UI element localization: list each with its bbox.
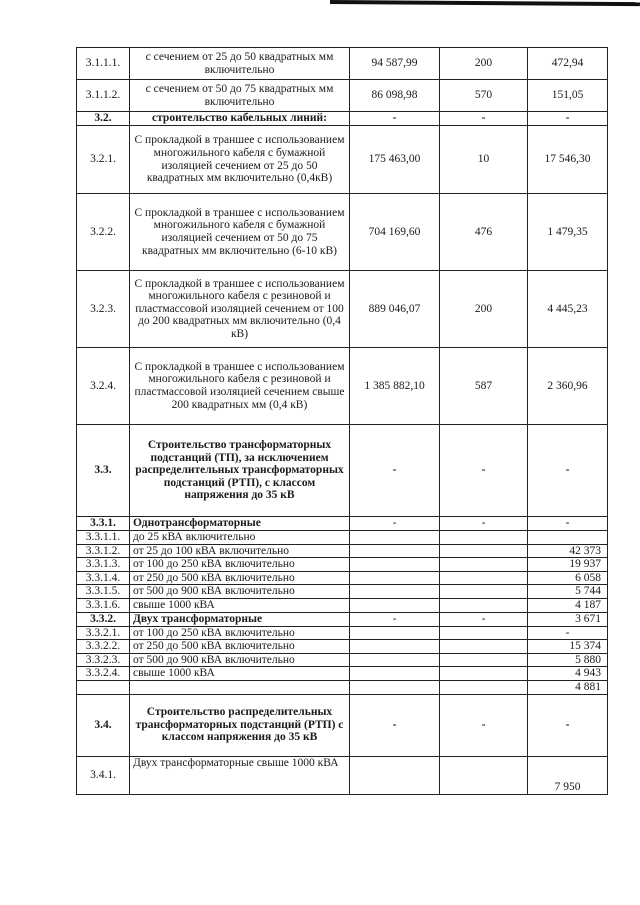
row-cost: - (350, 612, 440, 626)
row-capacity: - (440, 612, 528, 626)
row-rate: - (528, 517, 608, 531)
row-rate: 3 671 (528, 612, 608, 626)
row-number: 3.3.1.3. (77, 558, 130, 572)
row-rate: 6 058 (528, 571, 608, 585)
table-row (77, 517, 608, 531)
row-cost (350, 585, 440, 599)
table-row (77, 271, 608, 348)
table-row (77, 558, 608, 572)
row-number: 3.3. (77, 425, 130, 517)
row-capacity (440, 626, 528, 640)
table-row (77, 612, 608, 626)
row-rate: 15 374 (528, 640, 608, 654)
row-cost (350, 667, 440, 681)
row-capacity: - (440, 112, 528, 126)
row-capacity: 10 (440, 126, 528, 194)
row-capacity (440, 640, 528, 654)
row-description: С прокладкой в траншее с использованием многожильного кабеля с резиновой и пластмассовой изоляцией сечением от 100 до 200 квадратных мм включительно (0,4 кВ) (130, 271, 350, 348)
row-description: от 250 до 500 кВА включительно (130, 571, 350, 585)
row-cost: 704 169,60 (350, 194, 440, 271)
row-number: 3.2.4. (77, 348, 130, 425)
table-row (77, 80, 608, 112)
row-cost: 94 587,99 (350, 48, 440, 80)
row-cost (350, 544, 440, 558)
scan-edge-line (330, 0, 640, 6)
row-cost (350, 531, 440, 545)
table-row (77, 531, 608, 545)
row-capacity (440, 598, 528, 612)
row-capacity: 587 (440, 348, 528, 425)
row-description: от 100 до 250 кВА включительно (130, 558, 350, 572)
row-rate: 5 880 (528, 653, 608, 667)
row-capacity: - (440, 425, 528, 517)
row-number: 3.3.1.6. (77, 598, 130, 612)
row-description: Строительство трансформаторных подстанций (ТП), за исключением распределительных трансформаторных подстанций (РТП), с классом напряжения до 35 кВ (130, 425, 350, 517)
row-capacity: 570 (440, 80, 528, 112)
row-description: с сечением от 25 до 50 квадратных мм включительно (130, 48, 350, 80)
row-rate: 4 187 (528, 598, 608, 612)
row-description: С прокладкой в траншее с использованием многожильного кабеля с бумажной изоляцией сечением от 25 до 50 квадратных мм включительно (0,4кВ) (130, 126, 350, 194)
row-description (130, 680, 350, 694)
row-number: 3.2.3. (77, 271, 130, 348)
row-rate: - (528, 425, 608, 517)
row-capacity (440, 756, 528, 794)
row-number: 3.1.1.2. (77, 80, 130, 112)
row-description: от 25 до 100 кВА включительно (130, 544, 350, 558)
row-cost: 1 385 882,10 (350, 348, 440, 425)
row-capacity: - (440, 694, 528, 756)
row-rate (528, 531, 608, 545)
row-description: до 25 кВА включительно (130, 531, 350, 545)
row-number: 3.3.2.1. (77, 626, 130, 640)
row-description: С прокладкой в траншее с использованием многожильного кабеля с резиновой и пластмассовой изоляцией сечением свыше 200 квадратных мм (0,4 кВ) (130, 348, 350, 425)
row-rate: 2 360,96 (528, 348, 608, 425)
row-cost (350, 598, 440, 612)
row-cost (350, 680, 440, 694)
row-capacity: 200 (440, 48, 528, 80)
table-row (77, 194, 608, 271)
table-row (77, 680, 608, 694)
table-row (77, 544, 608, 558)
table-row (77, 348, 608, 425)
row-capacity: - (440, 517, 528, 531)
row-description: строительство кабельных линий: (130, 112, 350, 126)
row-description: с сечением от 50 до 75 квадратных мм включительно (130, 80, 350, 112)
row-cost: 889 046,07 (350, 271, 440, 348)
row-capacity (440, 544, 528, 558)
table-row (77, 126, 608, 194)
row-number (77, 680, 130, 694)
row-rate: 472,94 (528, 48, 608, 80)
row-description: от 250 до 500 кВА включительно (130, 640, 350, 654)
row-number: 3.2.2. (77, 194, 130, 271)
row-capacity (440, 531, 528, 545)
row-description: Однотрансформаторные (130, 517, 350, 531)
row-cost: - (350, 694, 440, 756)
row-rate: 5 744 (528, 585, 608, 599)
row-capacity (440, 667, 528, 681)
table-row (77, 425, 608, 517)
row-capacity (440, 585, 528, 599)
row-description: от 100 до 250 кВА включительно (130, 626, 350, 640)
row-description: свыше 1000 кВА (130, 667, 350, 681)
row-cost (350, 558, 440, 572)
row-number: 3.3.2.3. (77, 653, 130, 667)
row-description: от 500 до 900 кВА включительно (130, 585, 350, 599)
row-rate: - (528, 694, 608, 756)
row-number: 3.3.2.2. (77, 640, 130, 654)
row-number: 3.4.1. (77, 756, 130, 794)
row-number: 3.3.2. (77, 612, 130, 626)
row-rate: 17 546,30 (528, 126, 608, 194)
row-number: 3.3.1.5. (77, 585, 130, 599)
row-cost: - (350, 517, 440, 531)
table-row (77, 626, 608, 640)
row-number: 3.2.1. (77, 126, 130, 194)
row-rate: 42 373 (528, 544, 608, 558)
row-capacity: 200 (440, 271, 528, 348)
row-capacity (440, 680, 528, 694)
row-capacity: 476 (440, 194, 528, 271)
table-row (77, 653, 608, 667)
row-rate: 4 943 (528, 667, 608, 681)
row-rate: - (528, 626, 608, 640)
row-rate: 4 881 (528, 680, 608, 694)
row-rate: 4 445,23 (528, 271, 608, 348)
row-rate: 7 950 (528, 756, 608, 794)
row-description: Строительство распределительных трансформаторных подстанций (РТП) с классом напряжения до 35 кВ (130, 694, 350, 756)
row-description: С прокладкой в траншее с использованием многожильного кабеля с бумажной изоляцией сечением от 50 до 75 квадратных мм включительно (6-10 кВ) (130, 194, 350, 271)
row-capacity (440, 558, 528, 572)
row-number: 3.4. (77, 694, 130, 756)
row-cost (350, 626, 440, 640)
tariff-table (76, 47, 608, 795)
row-cost (350, 640, 440, 654)
row-description: Двух трансформаторные (130, 612, 350, 626)
row-cost: 86 098,98 (350, 80, 440, 112)
row-number: 3.1.1.1. (77, 48, 130, 80)
row-rate: - (528, 112, 608, 126)
row-rate: 19 937 (528, 558, 608, 572)
row-description: Двух трансформаторные свыше 1000 кВА (130, 756, 350, 794)
row-description: от 500 до 900 кВА включительно (130, 653, 350, 667)
row-number: 3.3.2.4. (77, 667, 130, 681)
table-row (77, 585, 608, 599)
table-row (77, 667, 608, 681)
table-row (77, 48, 608, 80)
row-capacity (440, 571, 528, 585)
table-row (77, 571, 608, 585)
row-cost (350, 571, 440, 585)
row-cost (350, 756, 440, 794)
row-capacity (440, 653, 528, 667)
row-number: 3.3.1.4. (77, 571, 130, 585)
row-description: свыше 1000 кВА (130, 598, 350, 612)
row-cost: - (350, 425, 440, 517)
row-cost (350, 653, 440, 667)
table-row (77, 694, 608, 756)
row-cost: - (350, 112, 440, 126)
table-row (77, 756, 608, 794)
row-number: 3.2. (77, 112, 130, 126)
row-rate: 1 479,35 (528, 194, 608, 271)
row-rate: 151,05 (528, 80, 608, 112)
row-cost: 175 463,00 (350, 126, 440, 194)
table-row (77, 112, 608, 126)
row-number: 3.3.1.2. (77, 544, 130, 558)
row-number: 3.3.1.1. (77, 531, 130, 545)
table-row (77, 640, 608, 654)
table-row (77, 598, 608, 612)
row-number: 3.3.1. (77, 517, 130, 531)
